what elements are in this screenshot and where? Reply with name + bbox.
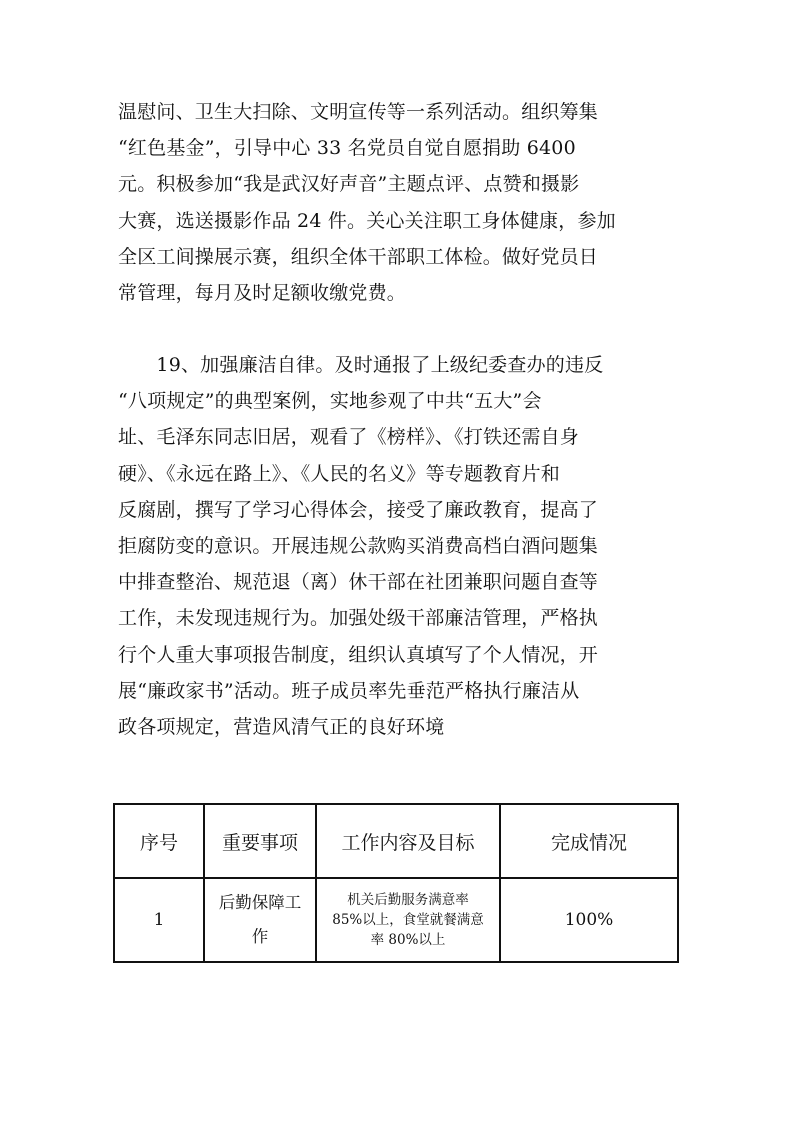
text-line: 全区工间操展示赛，组织全体干部职工体检。做好党员日 [118, 245, 599, 268]
cell-item-line: 作 [251, 927, 269, 946]
text-line: “八项规定”的典型案例，实地参观了中共“五大”会 [118, 390, 542, 413]
paragraph-activities [118, 94, 678, 311]
cell-content-line: 机关后勤服务满意率 [347, 892, 469, 908]
text-line: 址、毛泽东同志旧居，观看了《榜样》、《打铁还需自身 [118, 426, 580, 449]
text-line: 展“廉政家书”活动。班子成员率先垂范严格执行廉洁从 [118, 679, 580, 702]
text-line: 行个人重大事项报告制度，组织认真填写了个人情况，开 [118, 643, 599, 666]
text-line: 19、加强廉洁自律。及时通报了上级纪委查办的违反 [118, 354, 604, 376]
cell-content-line: 率 80%以上 [370, 932, 446, 948]
text-line: 反腐剧，撰写了学习心得体会，接受了廉政教育，提高了 [118, 498, 599, 521]
text-line: 硬》、《永远在路上》、《人民的名义》等专题教育片和 [118, 462, 561, 485]
cell-item-line: 后勤保障工 [218, 893, 302, 912]
header-status: 完成情况 [500, 804, 678, 878]
text-line: 大赛，选送摄影作品 24 件。关心关注职工身体健康，参加 [118, 209, 616, 232]
cell-item [204, 878, 316, 962]
text-line: “红色基金”，引导中心 33 名党员自觉自愿捐助 6400 [118, 137, 576, 160]
header-no: 序号 [114, 804, 204, 878]
cell-content [316, 878, 500, 962]
text-line: 政各项规定，营造风清气正的良好环境 [118, 716, 445, 739]
text-line: 常管理，每月及时足额收缴党费。 [118, 282, 407, 305]
header-content: 工作内容及目标 [316, 804, 500, 878]
table-row [114, 878, 678, 962]
text-line: 元。积极参加“我是武汉好声音”主题点评、点赞和摄影 [118, 173, 580, 196]
cell-content-line: 85%以上，食堂就餐满意 [332, 912, 484, 928]
text-line: 拒腐防变的意识。开展违规公款购买消费高档白酒问题集 [118, 535, 599, 558]
cell-status: 100% [500, 878, 678, 962]
header-item: 重要事项 [204, 804, 316, 878]
paragraph-integrity [118, 347, 678, 745]
table-header-row [114, 804, 678, 878]
cell-no: 1 [114, 878, 204, 962]
text-line: 温慰问、卫生大扫除、文明宣传等一系列活动。组织筹集 [118, 101, 599, 123]
task-table [113, 803, 679, 963]
text-line: 中排查整治、规范退（离）休干部在社团兼职问题自查等 [118, 571, 599, 594]
text-line: 工作，未发现违规行为。加强处级干部廉洁管理，严格执 [118, 607, 599, 630]
